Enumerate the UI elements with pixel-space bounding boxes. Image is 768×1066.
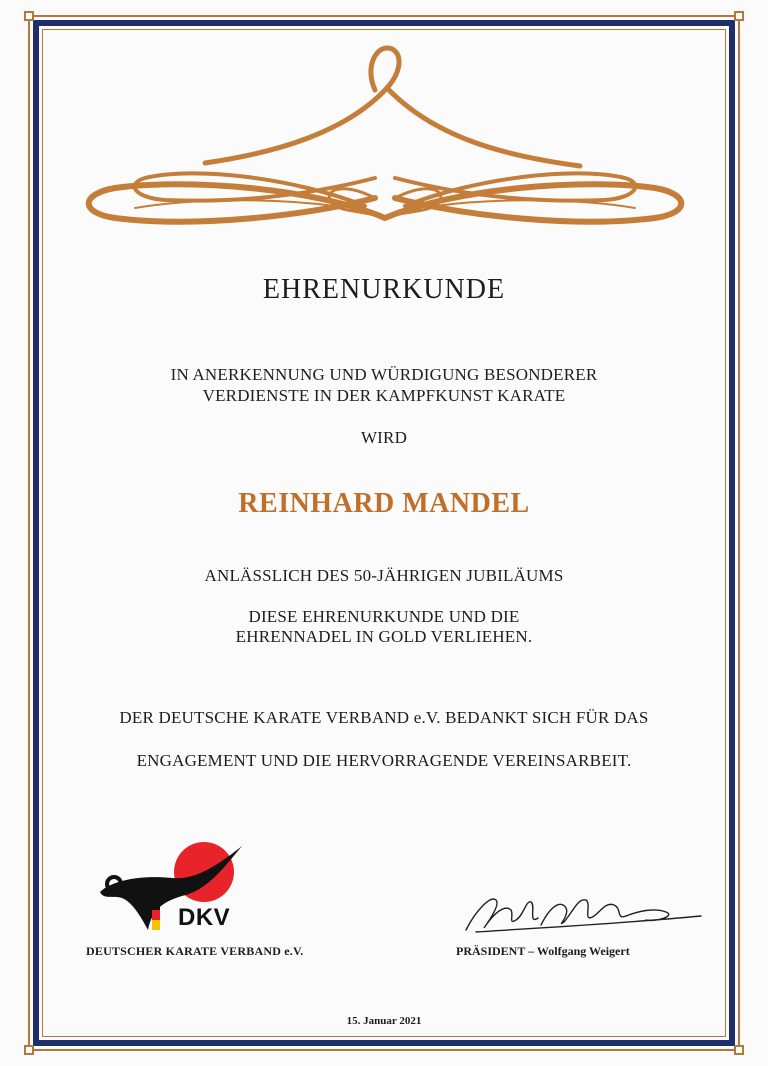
corner-ornament-top-left [24,11,34,21]
intro-line-2: VERDIENSTE IN DER KAMPFKUNST KARATE [202,386,566,405]
issue-date: 15. Januar 2021 [346,1015,422,1027]
thanks-line-2: ENGAGEMENT UND DIE HERVORRAGENDE VEREINSARBEIT. [136,751,632,770]
wird-text: WIRD [360,428,408,447]
recipient-name: REINHARD MANDEL [238,488,530,519]
corner-ornament-top-right [734,11,744,21]
award-line-2: EHRENNADEL IN GOLD VERLIEHEN. [235,627,533,646]
corner-ornament-bottom-right [734,1045,744,1055]
intro-line-1: IN ANERKENNUNG UND WÜRDIGUNG BESONDERER [170,365,598,384]
corner-ornament-bottom-left [24,1045,34,1055]
signature-icon [456,880,706,940]
gold-flourish-icon [75,38,695,238]
award-line-1: DIESE EHRENURKUNDE UND DIE [248,607,520,626]
president-label: PRÄSIDENT – Wolfgang Weigert [456,944,630,958]
organization-name: DEUTSCHER KARATE VERBAND e.V. [86,944,304,958]
certificate-title: EHRENURKUNDE [262,274,506,305]
logo-text: DKV [178,904,231,931]
thanks-line-1: DER DEUTSCHE KARATE VERBAND e.V. BEDANKT SICH FÜR DAS [119,708,649,727]
occasion-text: ANLÄSSLICH DES 50-JÄHRIGEN JUBILÄUMS [204,566,564,585]
